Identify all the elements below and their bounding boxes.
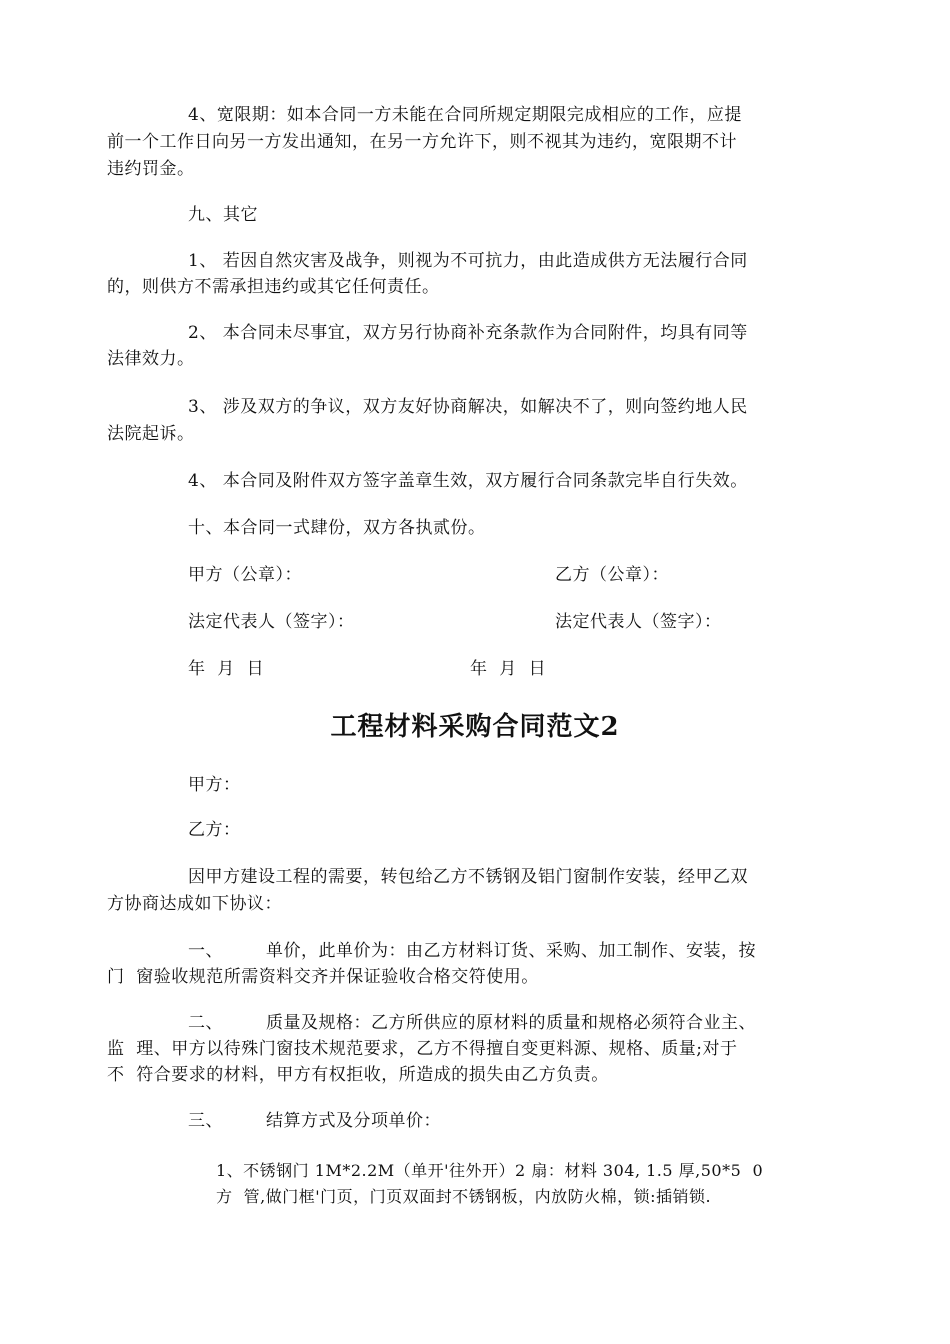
party-b-date: 年 月 日 [470, 659, 547, 679]
settlement-item-1-line-1: 1、不锈钢门 1M*2.2M（单开'往外开）2 扇：材料 304, 1.5 厚,50*5 0 [216, 1161, 764, 1180]
other-item-2-line-1: 2、 本合同未尽事宜，双方另行协商补充条款作为合同附件，均具有同等 [188, 323, 748, 343]
clause-1-line-2: 门 窗验收规范所需资料交齐并保证验收合格交符使用。 [107, 967, 539, 987]
other-item-1-line-1: 1、 若因自然灾害及战争，则视为不可抗力，由此造成供方无法履行合同 [188, 251, 748, 271]
other-item-3-line-2: 法院起诉。 [107, 424, 195, 444]
intro-line-1: 因甲方建设工程的需要，转包给乙方不锈钢及铝门窗制作安装，经甲乙双 [188, 867, 748, 887]
clause-2-line-3: 不 符合要求的材料，甲方有权拒收，所造成的损失由乙方负责。 [107, 1065, 609, 1085]
section-9-heading: 九、其它 [188, 205, 258, 225]
contract-2-title: 工程材料采购合同范文2 [330, 712, 620, 742]
party-a-date: 年 月 日 [188, 659, 265, 679]
party-b-representative-label: 法定代表人（签字）： [555, 612, 722, 632]
party-b-label: 乙方： [188, 820, 241, 840]
clause-4-grace-period-line-3: 违约罚金。 [107, 159, 195, 179]
party-b-seal-label: 乙方（公章）： [555, 565, 669, 585]
other-item-4: 4、 本合同及附件双方签字盖章生效，双方履行合同条款完毕自行失效。 [188, 471, 748, 491]
clause-1-number: 一、 [188, 941, 223, 961]
clause-4-grace-period-line-2: 前一个工作日向另一方发出通知，在另一方允许下，则不视其为违约，宽限期不计 [107, 132, 737, 152]
clause-2-line-1: 质量及规格：乙方所供应的原材料的质量和规格必须符合业主、 [266, 1013, 756, 1033]
clause-4-grace-period-line-1: 4、宽限期：如本合同一方未能在合同所规定期限完成相应的工作，应提 [188, 105, 742, 125]
section-10-heading: 十、本合同一式肆份，双方各执贰份。 [188, 518, 486, 538]
other-item-1-line-2: 的，则供方不需承担违约或其它任何责任。 [107, 277, 440, 297]
party-a-representative-label: 法定代表人（签字）： [188, 612, 355, 632]
party-a-label: 甲方： [188, 775, 241, 795]
other-item-2-line-2: 法律效力。 [107, 349, 195, 369]
clause-2-line-2: 监 理、甲方以待殊门窗技术规范要求，乙方不得擅自变更料源、规格、质量;对于 [107, 1039, 738, 1059]
settlement-item-1-line-2: 方 管,做门框'门页，门页双面封不锈钢板，内放防火棉，锁:插销锁. [216, 1187, 712, 1206]
other-item-3-line-1: 3、 涉及双方的争议，双方友好协商解决，如解决不了，则向签约地人民 [188, 397, 748, 417]
clause-2-number: 二、 [188, 1013, 223, 1033]
party-a-seal-label: 甲方（公章）： [188, 565, 302, 585]
clause-3-number: 三、 [188, 1111, 223, 1131]
intro-line-2: 方协商达成如下协议： [107, 894, 282, 914]
clause-3-line-1: 结算方式及分项单价： [266, 1111, 441, 1131]
clause-1-line-1: 单价，此单价为：由乙方材料订货、采购、加工制作、安装，按 [266, 941, 756, 961]
